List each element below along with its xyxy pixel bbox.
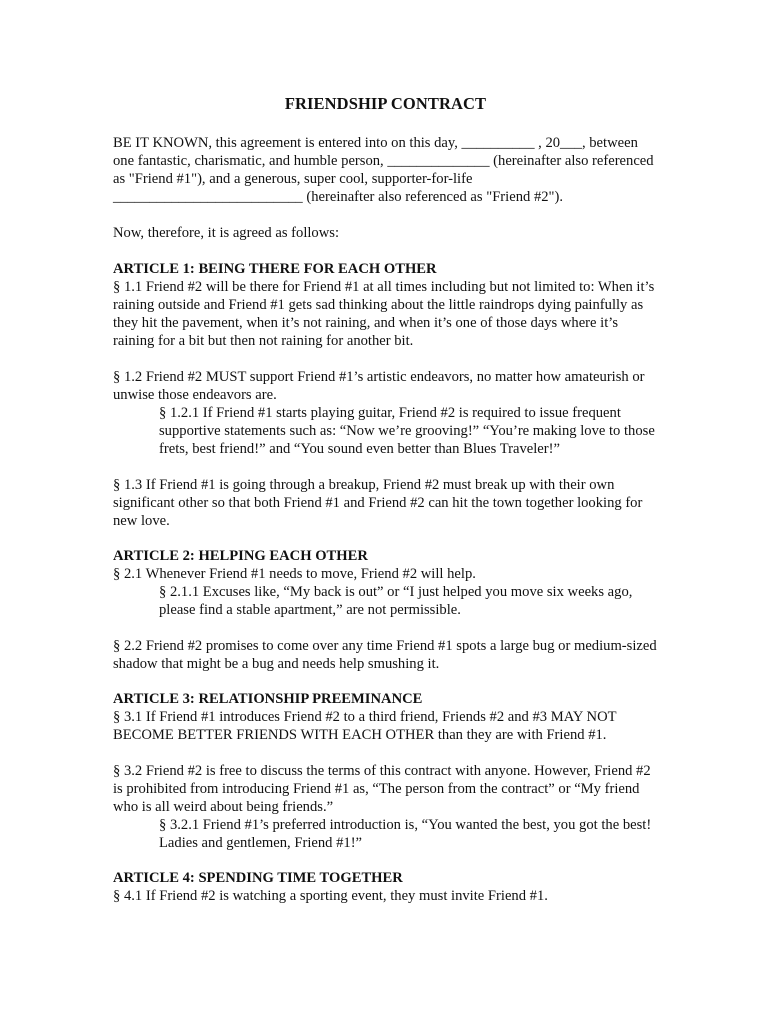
preamble-paragraph: Now, therefore, it is agreed as follows: xyxy=(113,225,339,241)
article-3 xyxy=(113,690,658,852)
section-3-1: § 3.1 If Friend #1 introduces Friend #2 to a third friend, Friends #2 and #3 MAY NOT BECOME BETTER FRIENDS WITH EACH OTHER than they are with Friend #1. xyxy=(113,709,617,743)
article-1 xyxy=(113,260,658,530)
contract-page xyxy=(113,94,658,922)
section-2-2: § 2.2 Friend #2 promises to come over any time Friend #1 spots a large bug or medium-sized shadow that might be a bug and needs help smushing it. xyxy=(113,638,657,672)
section-1-2: § 1.2 Friend #2 MUST support Friend #1’s artistic endeavors, no matter how amateurish or unwise those endeavors are. xyxy=(113,369,645,403)
section-1-2-1: § 1.2.1 If Friend #1 starts playing guitar, Friend #2 is required to issue frequent supportive statements such as: “Now we’re grooving!” “You’re making love to those frets, best friend!” and “You sound even better than Blues Traveler!” xyxy=(159,405,655,457)
intro-paragraph: BE IT KNOWN, this agreement is entered into on this day, __________ , 20___, between one fantastic, charismatic, and humble person, ______________ (hereinafter also referenced as "Friend #1"), and a generous, super cool, supporter-for-life __________________________ (hereinafter also referenced as "Friend #2"). xyxy=(113,135,654,205)
article-4-heading: ARTICLE 4: SPENDING TIME TOGETHER xyxy=(113,870,403,886)
article-4 xyxy=(113,869,658,905)
section-3-2-1: § 3.2.1 Friend #1’s preferred introduction is, “You wanted the best, you got the best! Ladies and gentlemen, Friend #1!” xyxy=(159,817,652,851)
section-2-1: § 2.1 Whenever Friend #1 needs to move, Friend #2 will help. xyxy=(113,566,476,582)
article-1-heading: ARTICLE 1: BEING THERE FOR EACH OTHER xyxy=(113,261,437,277)
article-3-heading: ARTICLE 3: RELATIONSHIP PREEMINANCE xyxy=(113,691,423,707)
section-2-1-1: § 2.1.1 Excuses like, “My back is out” or “I just helped you move six weeks ago, please find a stable apartment,” are not permissible. xyxy=(159,584,633,618)
section-1-1: § 1.1 Friend #2 will be there for Friend #1 at all times including but not limited to: When it’s raining outside and Friend #1 gets sad thinking about the little raindrops dying painfully as they hit the pavement, when it’s not raining, and when it’s one of those days where it’s raining for a bit but then not raining for another bit. xyxy=(113,279,655,349)
section-1-3: § 1.3 If Friend #1 is going through a breakup, Friend #2 must break up with their own significant other so that both Friend #1 and Friend #2 can hit the town together looking for new love. xyxy=(113,477,643,529)
section-4-1: § 4.1 If Friend #2 is watching a sporting event, they must invite Friend #1. xyxy=(113,888,548,904)
document-title: FRIENDSHIP CONTRACT xyxy=(284,94,487,113)
article-2 xyxy=(113,547,658,673)
article-2-heading: ARTICLE 2: HELPING EACH OTHER xyxy=(113,548,368,564)
section-3-2: § 3.2 Friend #2 is free to discuss the terms of this contract with anyone. However, Friend #2 is prohibited from introducing Friend #1 as, “The person from the contract” or “My friend who is all weird about being friends.” xyxy=(113,763,651,815)
